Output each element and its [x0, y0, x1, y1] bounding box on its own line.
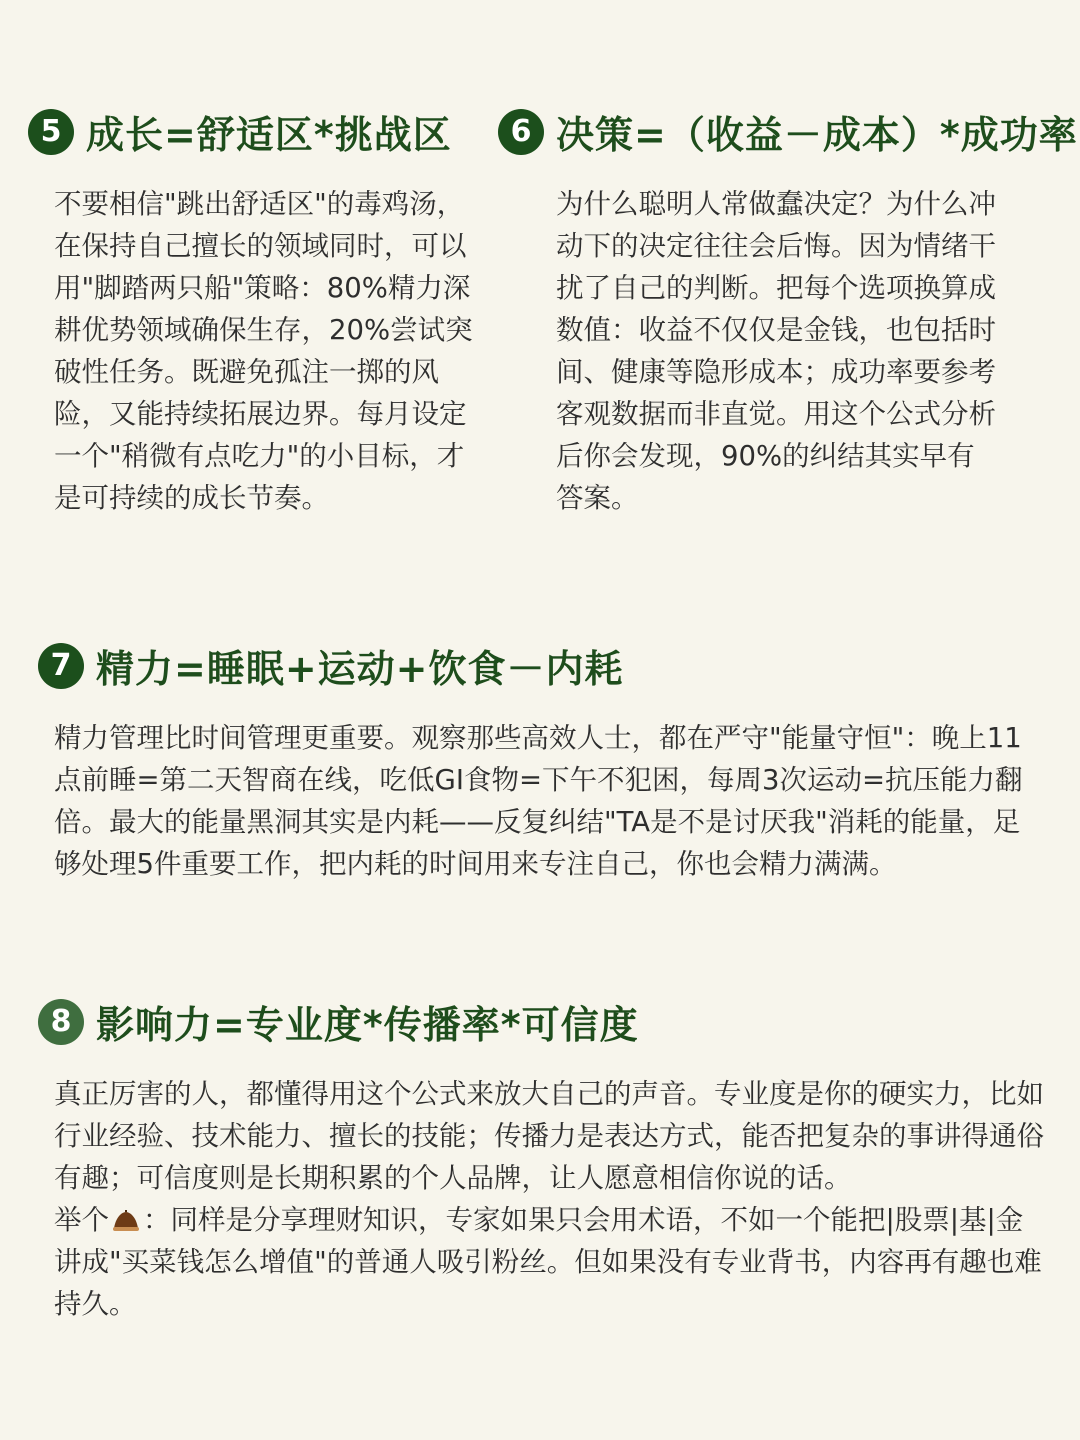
section-body: 精力管理比时间管理更重要。观察那些高效人士，都在严守"能量守恒"：晚上11点前睡=第二天智商在线，吃低GI食物=下午不犯困，每周3次运动=抗压能力翻倍。最大的能量黑洞其实是内耗——反复纠结"TA是不是讨厌我"消耗的能量，足够处理5件重要工作，把内耗的时间用来专注自己，你也会精力满满。: [54, 722, 1023, 880]
section-title: 决策=（收益－成本）*成功率: [556, 113, 1078, 157]
number-badge: 6: [498, 109, 544, 155]
section-heading: [498, 104, 1078, 159]
example-prefix: 举个: [54, 1204, 109, 1236]
chestnut-emoji-icon: [111, 1210, 141, 1232]
section-title: 精力=睡眠+运动+饮食－内耗: [96, 647, 624, 691]
number-badge: 8: [38, 999, 84, 1045]
section-influence: [38, 994, 1044, 1325]
section-title: 影响力=专业度*传播率*可信度: [96, 1003, 639, 1047]
section-energy: [38, 638, 1038, 885]
section-body: 不要相信"跳出舒适区"的毒鸡汤，在保持自己擅长的领域同时，可以用"脚踏两只船"策略：80%精力深耕优势领域确保生存，20%尝试突破性任务。既避免孤注一掷的风险，又能持续拓展边界。每月设定一个"稍微有点吃力"的小目标，才是可持续的成长节奏。: [54, 188, 473, 514]
section-body-block: [54, 1073, 1044, 1325]
section-heading: [38, 994, 1038, 1049]
example-paragraph: [54, 1199, 1044, 1325]
section-title: 成长=舒适区*挑战区: [86, 113, 452, 157]
section-heading: [28, 104, 478, 159]
section-decision: [498, 104, 1078, 519]
section-body: 为什么聪明人常做蠢决定？为什么冲动下的决定往往会后悔。因为情绪干扰了自己的判断。把每个选项换算成数值：收益不仅仅是金钱，也包括时间、健康等隐形成本；成功率要参考客观数据而非直觉。用这个公式分析后你会发现，90%的纠结其实早有答案。: [556, 188, 996, 514]
number-badge: 7: [38, 643, 84, 689]
section-heading: [38, 638, 1038, 693]
section-body: 真正厉害的人，都懂得用这个公式来放大自己的声音。专业度是你的硬实力，比如行业经验、技术能力、擅长的技能；传播力是表达方式，能否把复杂的事讲得通俗有趣；可信度则是长期积累的个人品牌，让人愿意相信你说的话。: [54, 1078, 1044, 1194]
number-badge: 5: [28, 109, 74, 155]
section-growth: [28, 104, 478, 519]
example-text: ：同样是分享理财知识，专家如果只会用术语，不如一个能把|股票|基|金讲成"买菜钱怎么增值"的普通人吸引粉丝。但如果没有专业背书，内容再有趣也难持久。: [54, 1204, 1042, 1320]
